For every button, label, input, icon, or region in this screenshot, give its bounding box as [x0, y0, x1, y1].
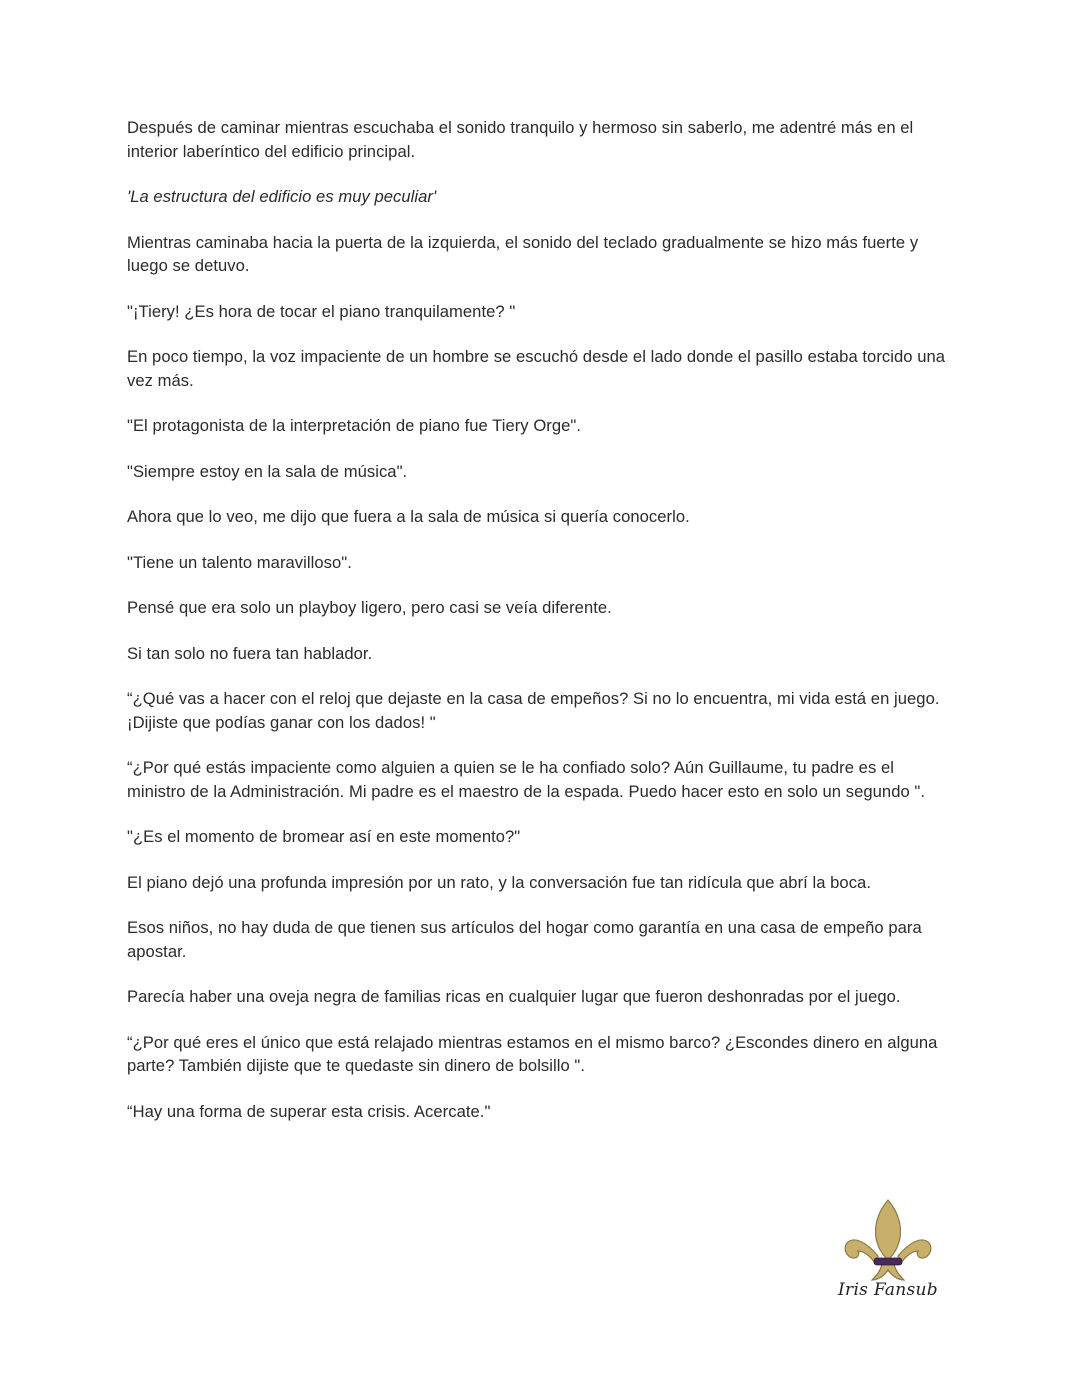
- paragraph: "¡Tiery! ¿Es hora de tocar el piano tranquilamente? ": [127, 301, 516, 321]
- paragraph: En poco tiempo, la voz impaciente de un hombre se escuchó desde el lado donde el pasillo estaba torcido una vez más.: [127, 347, 946, 390]
- paragraph: El piano dejó una profunda impresión por un rato, y la conversación fue tan ridícula que abrí la boca.: [127, 872, 871, 892]
- paragraph: “¿Por qué estás impaciente como alguien a quien se le ha confiado solo? Aún Guillaume, tu padre es el ministro de la Administración. Mi padre es el maestro de la espada. Puedo hacer esto en solo un segundo ".: [127, 758, 926, 801]
- paragraph: "Siempre estoy en la sala de música".: [127, 461, 408, 481]
- paragraph: Esos niños, no hay duda de que tienen sus artículos del hogar como garantía en una casa de empeño para apostar.: [127, 918, 922, 961]
- paragraph: "El protagonista de la interpretación de piano fue Tiery Orge".: [127, 416, 582, 435]
- paragraph: “¿Por qué eres el único que está relajado mientras estamos en el mismo barco? ¿Escondes dinero en alguna parte? También dijiste que te quedaste sin dinero de bolsillo ".: [127, 1032, 938, 1075]
- paragraph-italic: 'La estructura del edificio es muy peculiar': [127, 187, 437, 206]
- iris-fansub-logo: [838, 1196, 938, 1308]
- paragraph: Pensé que era solo un playboy ligero, pero casi se veía diferente.: [127, 598, 612, 617]
- paragraph: Si tan solo no fuera tan hablador.: [127, 643, 373, 663]
- paragraph: Mientras caminaba hacia la puerta de la izquierda, el sonido del teclado gradualmente se hizo más fuerte y luego se detuvo.: [127, 232, 919, 275]
- fleur-de-lis-icon: [838, 1196, 938, 1284]
- paragraph: “Hay una forma de superar esta crisis. Acercate.": [127, 1101, 491, 1121]
- paragraph: "Tiene un talento maravilloso".: [127, 552, 352, 572]
- paragraph: "¿Es el momento de bromear así en este momento?": [127, 827, 521, 846]
- logo-text: Iris Fansub: [838, 1280, 938, 1300]
- paragraph: Después de caminar mientras escuchaba el sonido tranquilo y hermoso sin saberlo, me adentré más en el interior laberíntico del edificio principal.: [127, 118, 914, 161]
- document-body: [127, 116, 957, 1145]
- paragraph: “¿Qué vas a hacer con el reloj que dejaste en la casa de empeños? Si no lo encuentra, mi vida está en juego. ¡Dijiste que podías ganar con los dados! ": [127, 689, 940, 732]
- paragraph: Parecía haber una oveja negra de familias ricas en cualquier lugar que fueron deshonradas por el juego.: [127, 987, 901, 1006]
- paragraph: Ahora que lo veo, me dijo que fuera a la sala de música si quería conocerlo.: [127, 507, 690, 526]
